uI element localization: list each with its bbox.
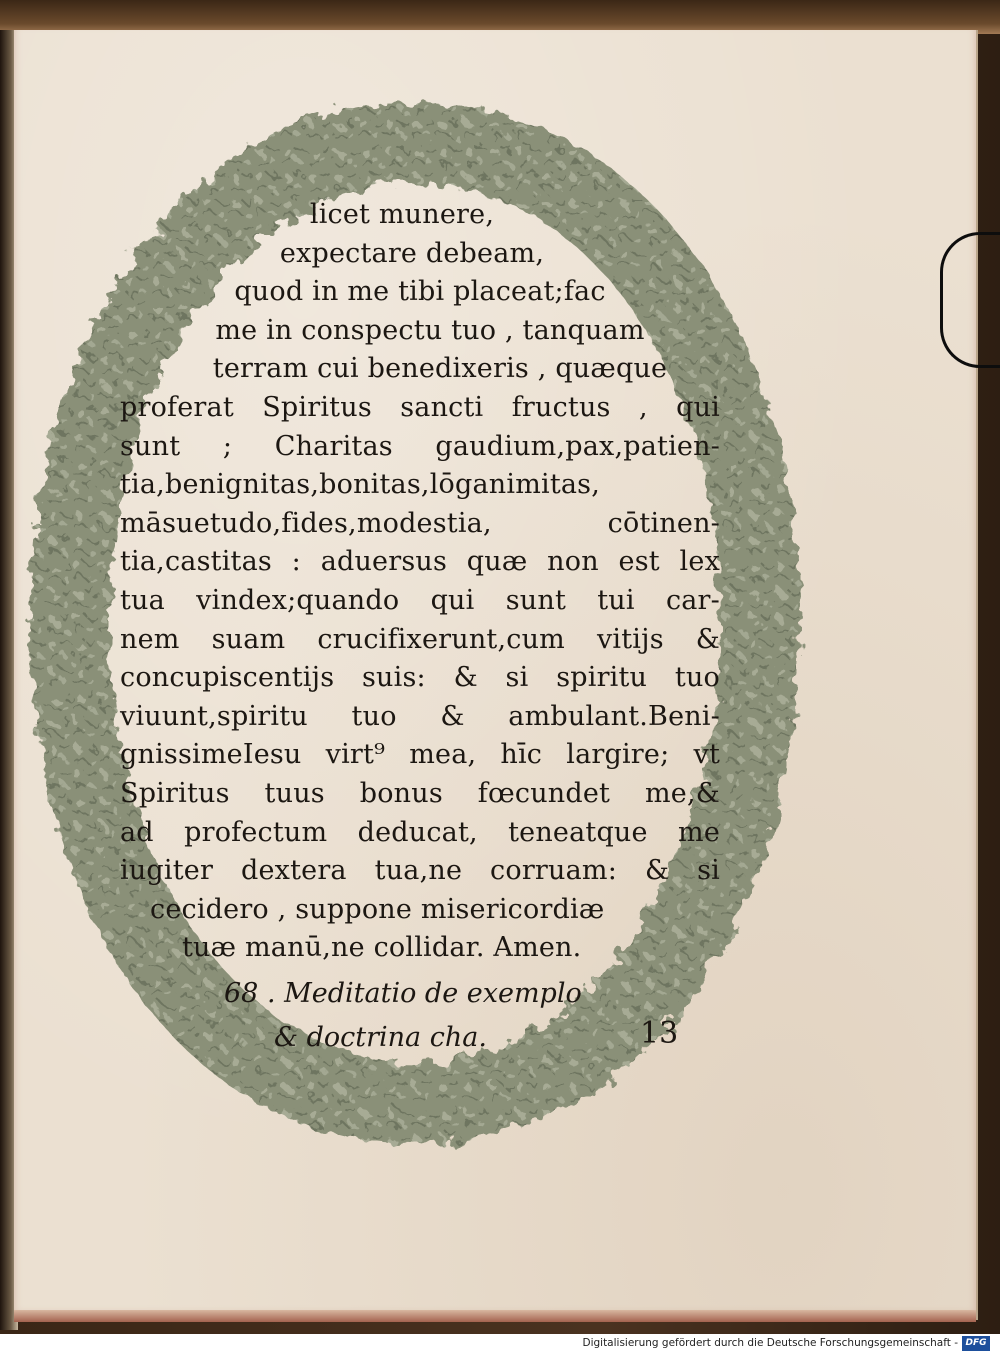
book-top-edge: [0, 0, 1000, 34]
section-heading: 68 . Meditatio de exemplo: [224, 978, 582, 1009]
page-bottom-edge: [14, 1310, 976, 1322]
text-line: viuunt,spiritu tuo & ambulant.Beni-: [120, 700, 720, 732]
text-line: licet munere,: [309, 199, 495, 230]
text-line: gnissimeIesu virt⁹ mea, hīc largire; vt: [120, 739, 720, 771]
text-line: concupiscentijs suis: & si spiritu tuo: [120, 662, 720, 694]
text-line: ad profectum deducat, teneatque me: [120, 816, 720, 848]
text-line: cecidero , suppone misericordiæ: [150, 893, 605, 925]
text-line: quod in me tibi placeat;fac: [234, 276, 606, 308]
text-line: sunt ; Charitas gaudium,pax,patien-: [120, 430, 720, 462]
text-line: tia,benignitas,bonitas,lōganimitas,: [120, 469, 601, 501]
text-line: terram cui benedixeris , quæque: [212, 353, 668, 385]
text-line: nem suam crucifixerunt,cum vitijs &: [120, 623, 720, 655]
funding-credit: Digitalisierung gefördert durch die Deutsche Forschungsgemeinschaft -: [582, 1337, 958, 1349]
text-line: tuæ manū,ne collidar. Amen.: [182, 932, 582, 964]
text-line: māsuetudo,fides,modestia, cōtinen-: [120, 507, 720, 539]
page-number: 13: [640, 1016, 679, 1051]
text-line: tia,castitas : aduersus quæ non est lex: [120, 546, 720, 578]
text-line: expectare debeam,: [279, 237, 545, 269]
prayer-text: [120, 196, 720, 968]
dfg-logo-icon: DFG: [962, 1336, 990, 1351]
text-line: tua vindex;quando qui sunt tui car-: [120, 584, 720, 616]
section-heading-continued: & doctrina cha.: [274, 1022, 487, 1053]
text-line: Spiritus tuus bonus fœcundet me,&: [120, 777, 720, 809]
text-line: proferat Spiritus sancti fructus , qui: [120, 391, 720, 423]
footer-bar: [0, 1334, 1000, 1354]
text-line: me in conspectu tuo , tanquam: [215, 314, 645, 346]
text-line: iugiter dextera tua,ne corruam: & si: [120, 855, 720, 887]
page-clip: [940, 232, 1000, 368]
